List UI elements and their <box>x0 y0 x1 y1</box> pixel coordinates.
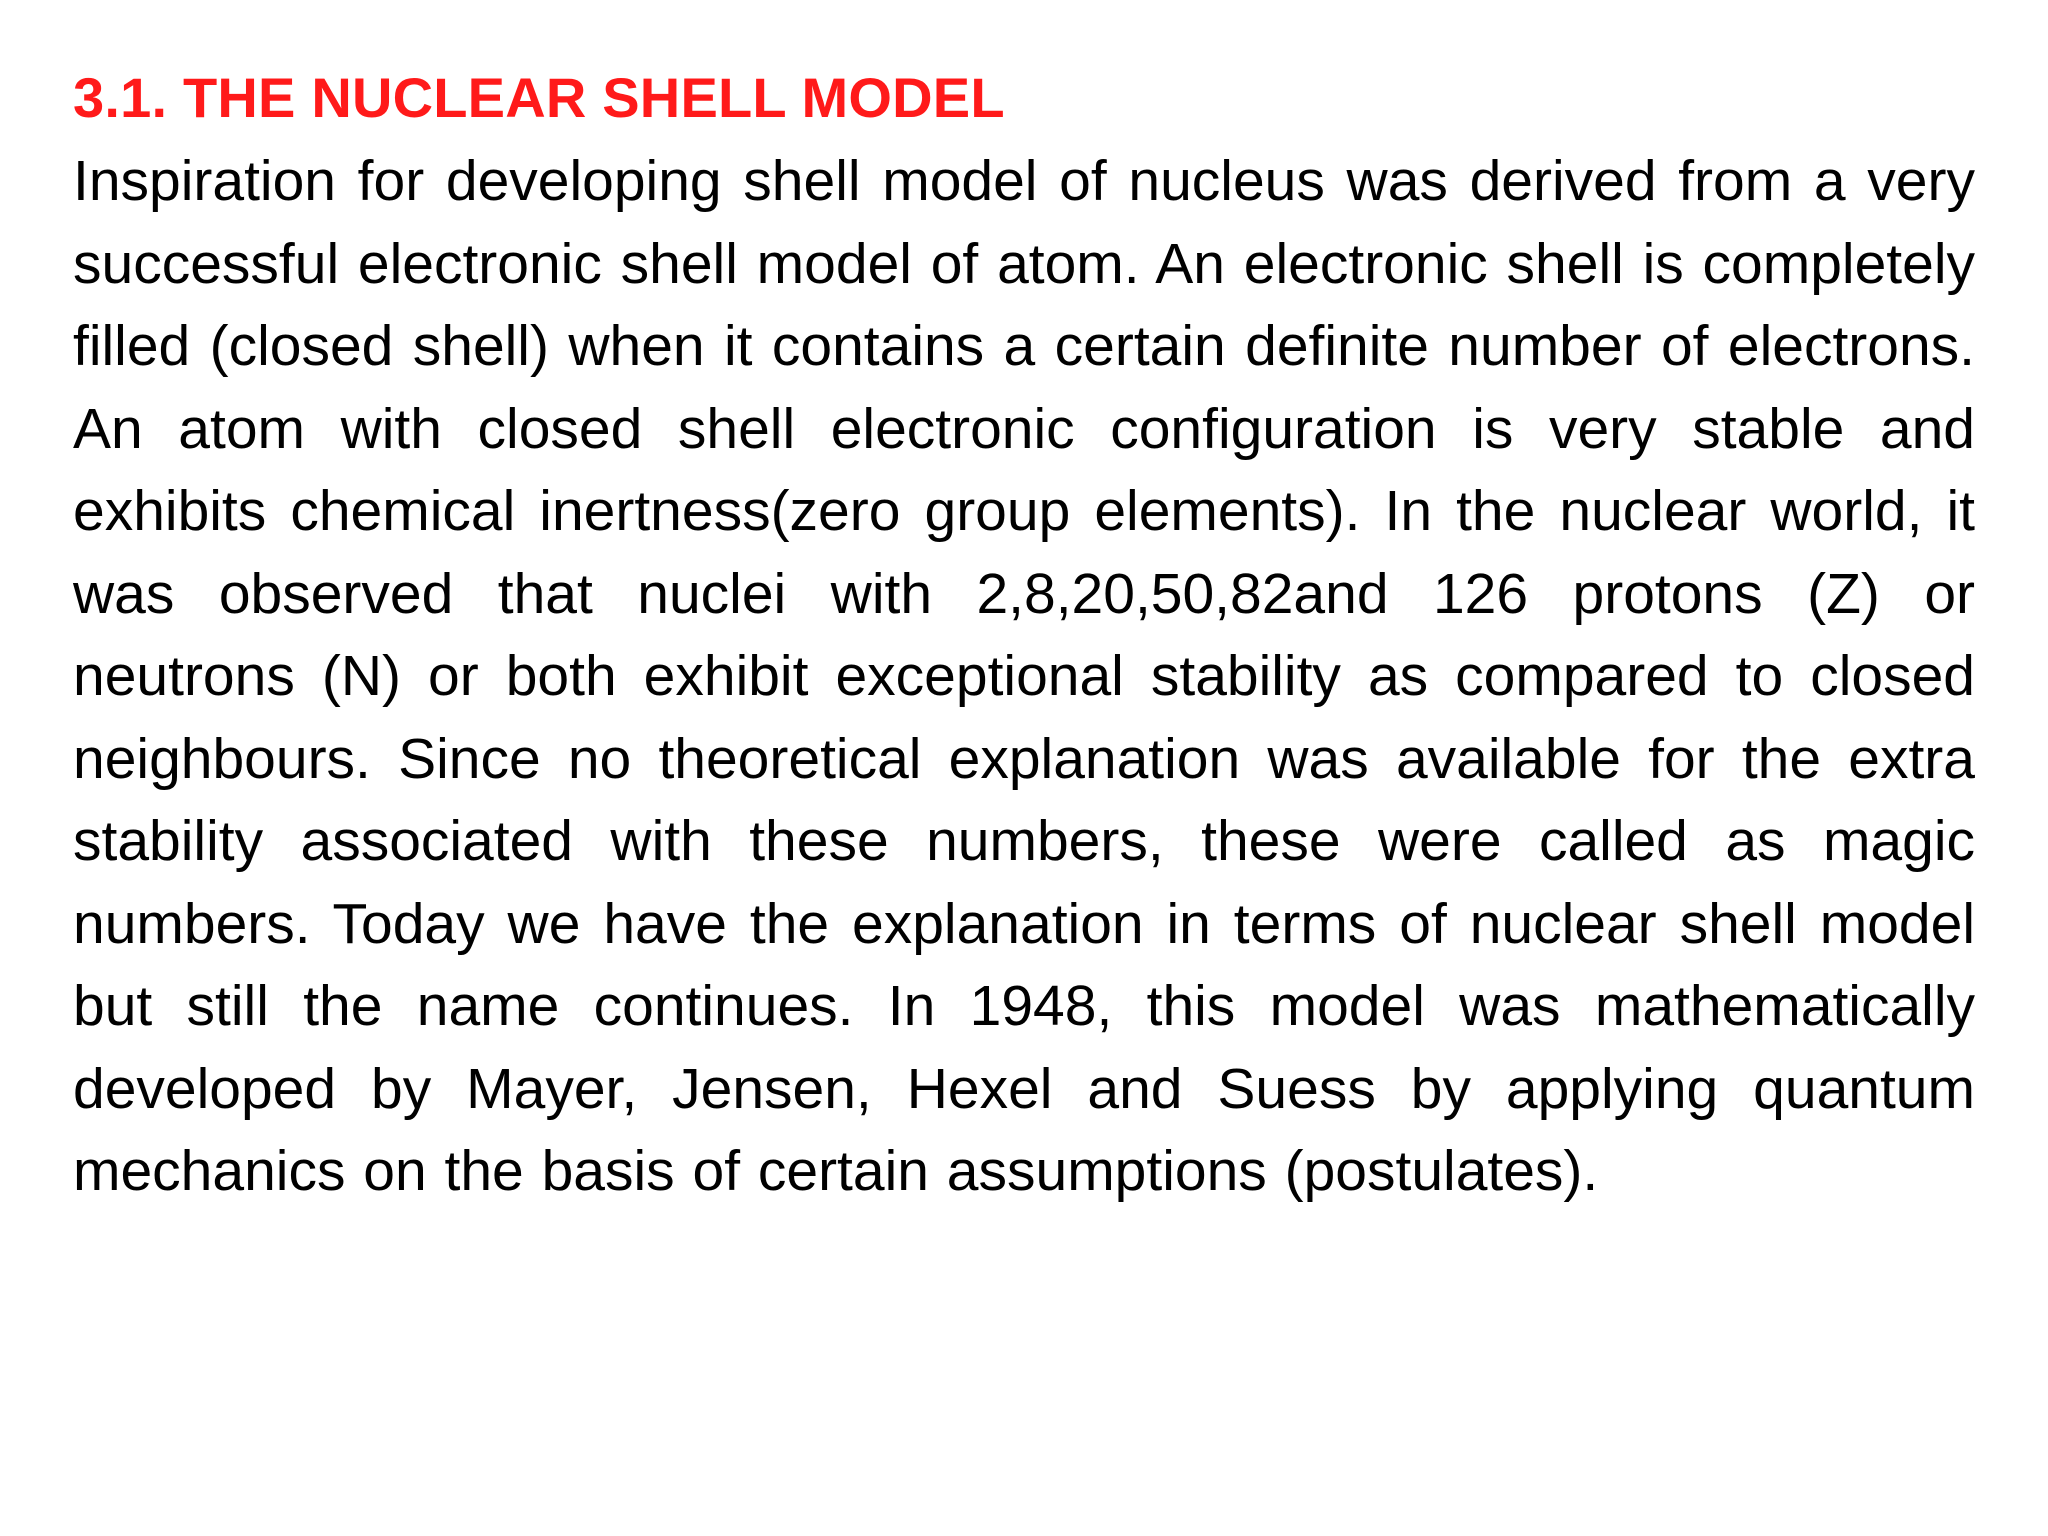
slide-body-text: Inspiration for developing shell model of nucleus was derived from a very successful electronic shell model of atom. An electronic shell is completely filled (closed shell) when it contains a certain definite number of electrons. An atom with closed shell electronic configuration is very stable and exhibits chemical inertness(zero group elements). In the nuclear world, it was observed that nuclei with 2,8,20,50,82and 126 protons (Z) or neutrons (N) or both exhibit exceptional stability as compared to closed neighbours. Since no theoretical explanation was available for the extra stability associated with these numbers, these were called as magic numbers. Today we have the explanation in terms of nuclear shell model but still the name continues. In 1948, this model was mathematically developed by Mayer, Jensen, Hexel and Suess by applying quantum mechanics on the basis of certain assumptions (postulates). <box>73 149 1975 1203</box>
slide-title: 3.1. THE NUCLEAR SHELL MODEL <box>73 66 1005 129</box>
